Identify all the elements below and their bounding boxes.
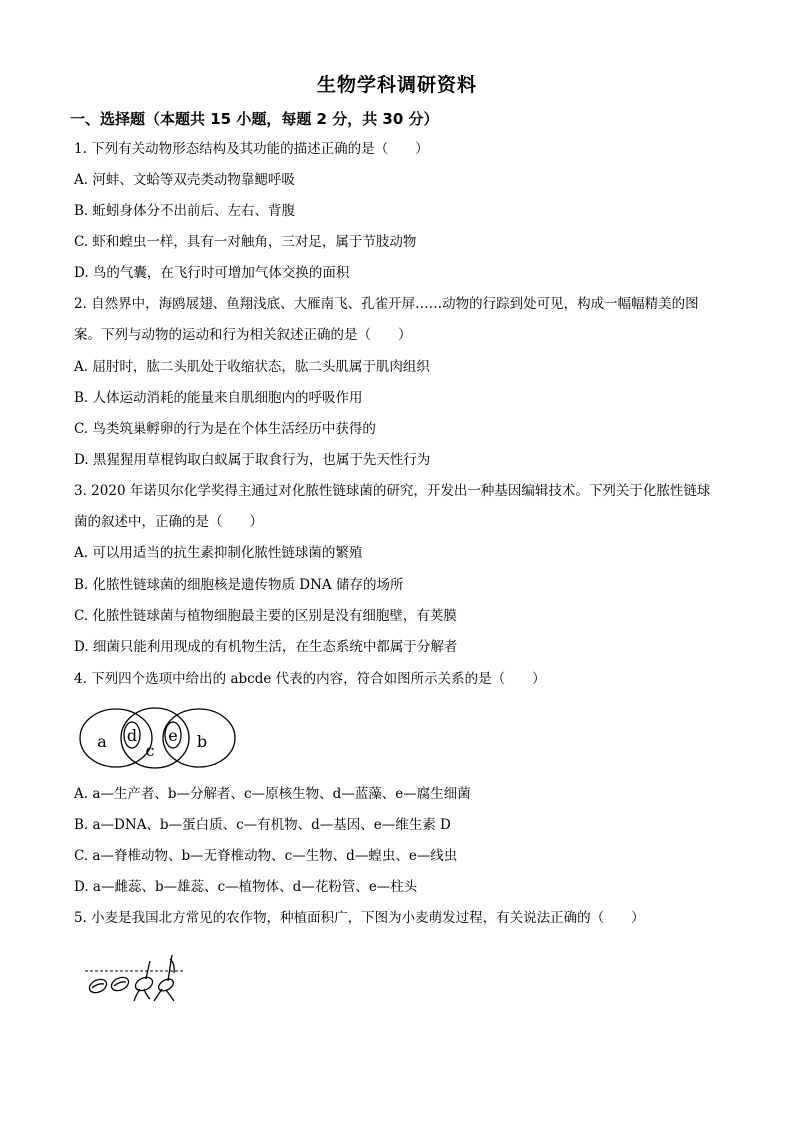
question-3-option-b: B. 化脓性链球菌的细胞核是遗传物质 DNA 储存的场所 <box>74 577 404 593</box>
question-4-option-d: D. a—雌蕊、b—雄蕊、c—植物体、d—花粉管、e—柱头 <box>74 879 418 895</box>
seed-stage-3-shoot <box>146 961 150 979</box>
seed-stage-3-root-2 <box>144 989 150 999</box>
question-4-option-b: B. a—DNA、b—蛋白质、c—有机物、d—基因、e—维生素 D <box>74 817 451 833</box>
venn-label-c: c <box>145 741 155 760</box>
seed-stage-4-root <box>154 989 162 1001</box>
question-4-option-a: A. a—生产者、b—分解者、c—原核生物、d—蓝藻、e—腐生细菌 <box>74 786 471 802</box>
venn-circle-a <box>80 709 152 767</box>
question-1-option-b: B. 蚯蚓身体分不出前后、左右、背腹 <box>74 203 296 219</box>
seed-stage-1-icon <box>87 977 108 995</box>
question-2-option-a: A. 屈肘时，肱二头肌处于收缩状态，肱二头肌属于肌肉组织 <box>74 359 430 375</box>
section-heading: 一、选择题（本题共 15 小题，每题 2 分，共 30 分） <box>70 110 439 128</box>
question-1-stem: 1. 下列有关动物形态结构及其功能的描述正确的是（ ） <box>74 141 429 157</box>
question-1-option-c: C. 虾和蝗虫一样，具有一对触角，三对足，属于节肢动物 <box>74 234 417 250</box>
venn-diagram <box>74 704 244 770</box>
page-title: 生物学科调研资料 <box>316 74 477 96</box>
seed-stage-4-shoot <box>168 955 172 981</box>
question-4-option-c: C. a—脊椎动物、b—无脊椎动物、c—生物、d—蝗虫、e—线虫 <box>74 848 458 864</box>
seed-stage-4-root-2 <box>166 990 174 1001</box>
question-1-option-d: D. 鸟的气囊，在飞行时可增加气体交换的面积 <box>74 265 350 281</box>
question-3-option-d: D. 细菌只能利用现成的有机物生活，在生态系统中都属于分解者 <box>74 639 458 655</box>
venn-label-b: b <box>196 732 208 751</box>
seed-stage-1-groove <box>92 984 104 988</box>
question-2-option-c: C. 鸟类筑巢孵卵的行为是在个体生活经历中获得的 <box>74 421 376 437</box>
question-3-option-a: A. 可以用适当的抗生素抑制化脓性链球菌的繁殖 <box>74 545 363 561</box>
seed-stage-2-groove <box>114 982 126 986</box>
seed-stage-3-root <box>134 989 140 1001</box>
venn-label-e: e <box>168 726 178 745</box>
question-2-stem-line-1: 2. 自然界中，海鸥展翅、鱼翔浅底、大雁南飞、孔雀开屏……动物的行踪到处可见，构成一幅幅精美的图 <box>74 296 699 312</box>
seed-stage-2-icon <box>109 975 130 993</box>
question-4-stem: 4. 下列四个选项中给出的 abcde 代表的内容，符合如图所示关系的是（ ） <box>74 671 546 687</box>
question-5-stem: 5. 小麦是我国北方常见的农作物，种植面积广，下图为小麦萌发过程，有关说法正确的（ ） <box>74 910 645 926</box>
question-2-option-b: B. 人体运动消耗的能量来自肌细胞内的呼吸作用 <box>74 390 363 406</box>
question-3-stem-line-2: 菌的叙述中，正确的是（ ） <box>74 514 263 530</box>
question-1-option-a: A. 河蚌、文蛤等双壳类动物靠鳃呼吸 <box>74 172 295 188</box>
venn-label-d: d <box>126 726 138 745</box>
question-2-option-d: D. 黑猩猩用草棍钩取白蚁属于取食行为，也属于先天性行为 <box>74 452 431 468</box>
question-3-option-c: C. 化脓性链球菌与植物细胞最主要的区别是没有细胞壁，有荚膜 <box>74 608 457 624</box>
wheat-germination-figure <box>80 955 190 1005</box>
question-3-stem-line-1: 3. 2020 年诺贝尔化学奖得主通过对化脓性链球菌的研究，开发出一种基因编辑技术。下列关于化脓性链球 <box>74 483 711 499</box>
venn-label-a: a <box>97 732 107 751</box>
question-2-stem-line-2: 案。下列与动物的运动和行为相关叙述正确的是（ ） <box>74 327 412 343</box>
